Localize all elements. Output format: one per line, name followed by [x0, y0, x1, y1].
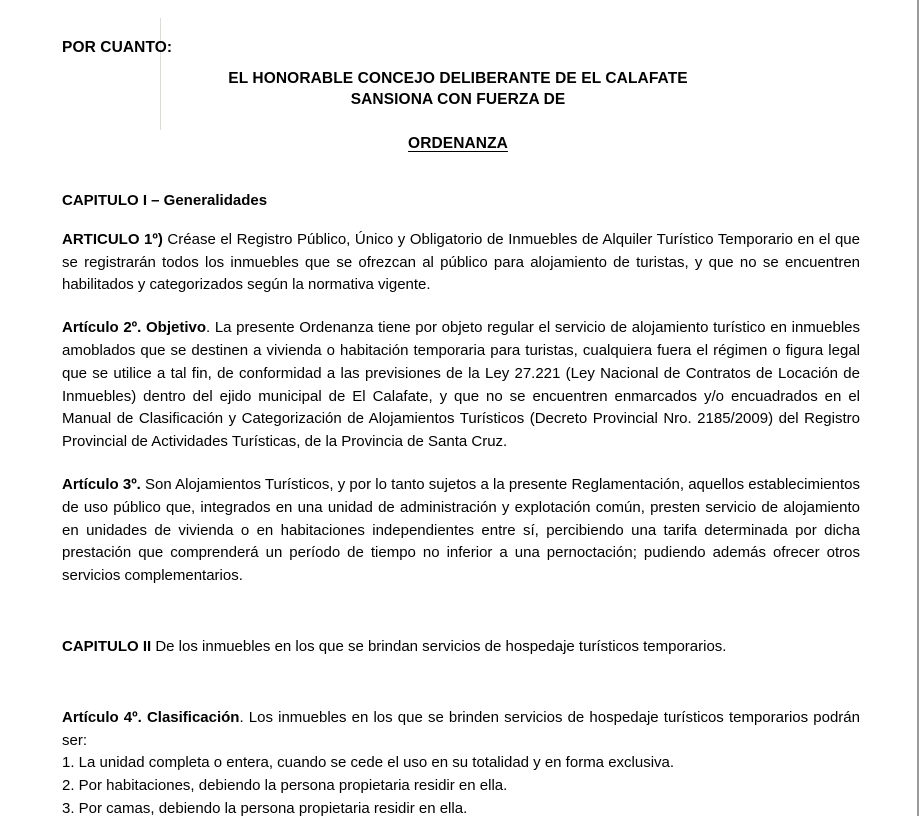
articulo-2-text: . La presente Ordenanza tiene por objeto regular el servicio de alojamiento turístico en inmuebles amoblados que se destinen a vivienda o habitación temporaria para turistas, cualquiera fuera el régimen o figura legal que se utilice a tal fin, de conformidad a las previsiones de la Ley 27.221 (Ley Nacional de Contratos de Locación de Inmuebles) dentro del ejido municipal de El Calafate, y que no se encuentren enmarcados y/o encuadrados en el Manual de Clasificación y Categorización de Alojamientos Turísticos (Decreto Provincial Nro. 2185/2009) del Registro Provincial de Actividades Turísticas, de la Provincia de Santa Cruz. [62, 319, 861, 451]
capitulo-2-lead: CAPITULO II [62, 638, 152, 655]
articulo-3-text: Son Alojamientos Turísticos, y por lo tanto sujetos a la presente Reglamentación, aquellos establecimientos de uso público que, integrados en una unidad de administración y explotación común, presten servicio de alojamiento en unidades de vivienda o en habitaciones independientes entre sí, percibiendo una tarifa determinada por dicha prestación que comprenderá un período de tiempo no inferior a una pernoctación; pudiendo además ofrecer otros servicios complementarios. [62, 476, 861, 585]
list-item: 3. Por camas, debiendo la persona propietaria residir en ella. [62, 799, 468, 816]
assembly-heading [62, 69, 860, 111]
articulo-4-text: . Los inmuebles en los que se brinden servicios de hospedaje turísticos temporarios podrán ser: [62, 708, 860, 749]
capitulo-2-text: De los inmuebles en los que se brindan servicios de hospedaje turísticos temporarios. [151, 638, 727, 655]
articulo-1-paragraph [62, 229, 860, 297]
articulo-1-lead: ARTICULO 1º) [62, 230, 163, 248]
ordenanza-title-wrap [62, 135, 860, 153]
articulo-4-lead: Artículo 4º. Clasificación [62, 708, 240, 726]
articulo-2-paragraph [62, 317, 860, 454]
capitulo-2-paragraph [62, 636, 860, 659]
articulo-4-classification-list [62, 752, 860, 816]
list-item: 2. Por habitaciones, debiendo la persona propietaria residir en ella. [62, 777, 508, 795]
ordenanza-title: ORDENANZA [408, 134, 508, 152]
articulo-3-lead: Artículo 3º. [62, 476, 141, 494]
articulo-1-text: Créase el Registro Público, Único y Obligatorio de Inmuebles de Alquiler Turístico Temporario en el que se registrarán todos los inmuebles que se ofrezcan al público para alojamiento de turistas, y que no se encuentren habilitados y categorizados según la normativa vigente. [62, 230, 860, 294]
assembly-heading-line-2: SANSIONA CON FUERZA DE [350, 90, 566, 108]
capitulo-1-heading: CAPITULO I – Generalidades [62, 191, 268, 209]
list-item: 1. La unidad completa o entera, cuando se cede el uso en su totalidad y en forma exclusiva. [62, 754, 675, 772]
articulo-4-paragraph [62, 707, 860, 753]
articulo-2-lead: Artículo 2º. Objetivo [62, 319, 206, 337]
document-content [62, 0, 860, 816]
assembly-heading-line-1: EL HONORABLE CONCEJO DELIBERANTE DE EL CALAFATE [228, 70, 688, 87]
articulo-3-paragraph [62, 474, 860, 588]
por-cuanto-label: POR CUANTO: [62, 39, 173, 56]
